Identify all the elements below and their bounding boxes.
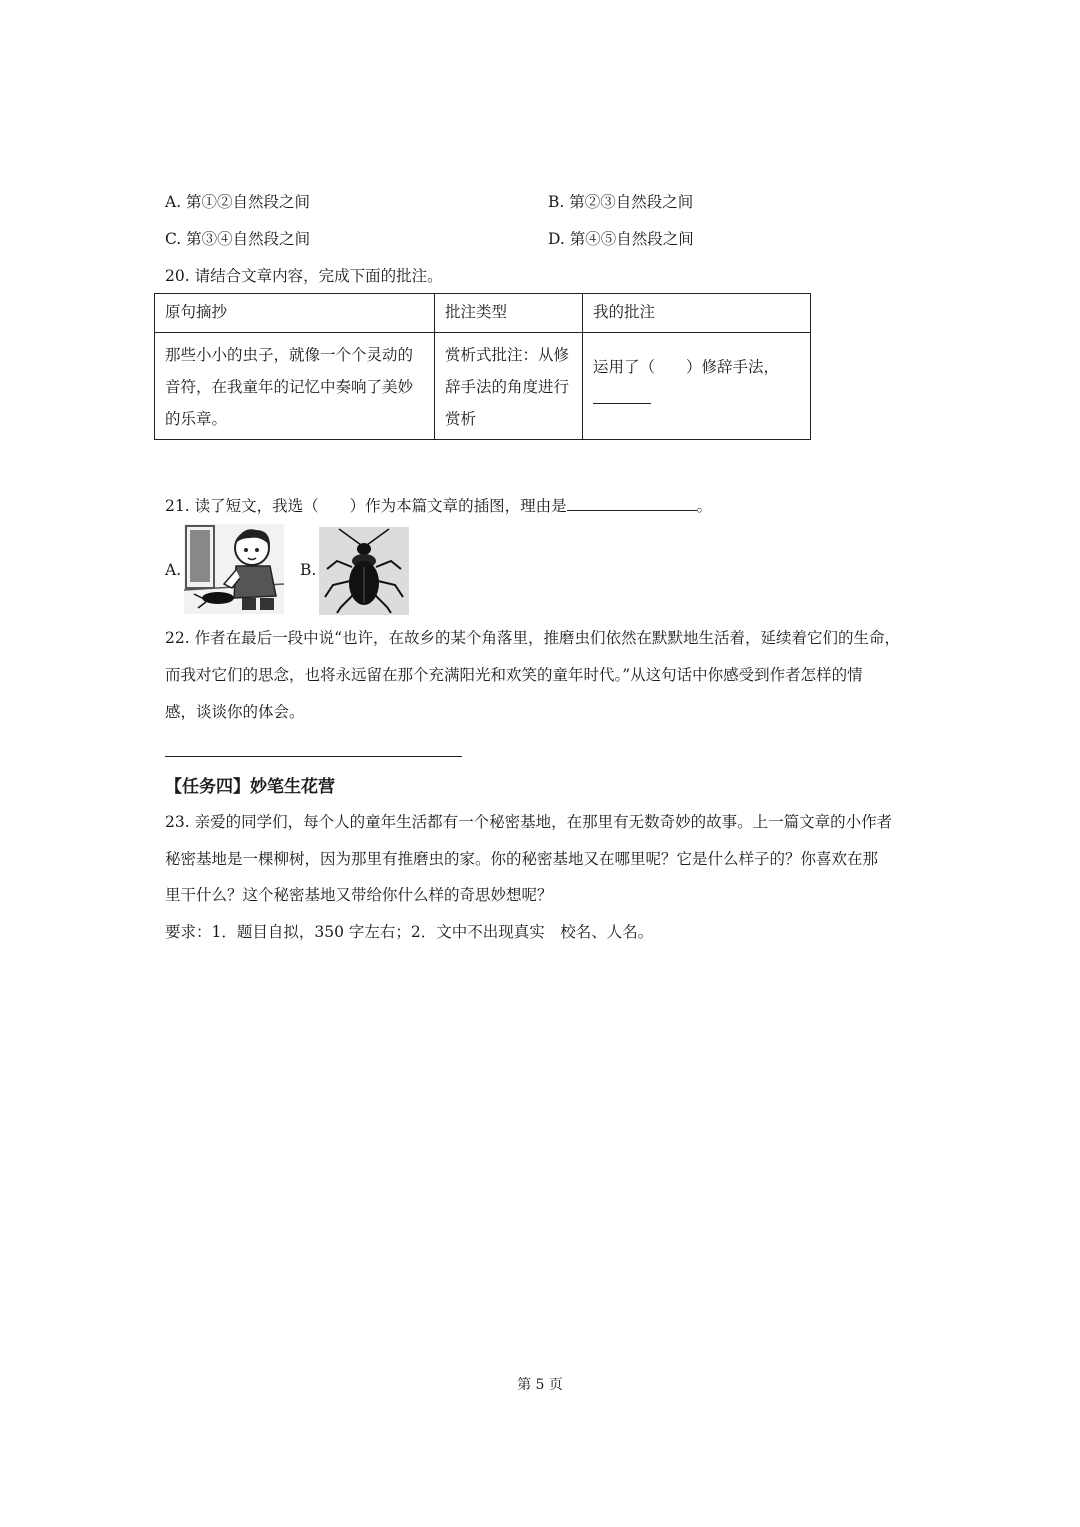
cell-type: 赏析式批注：从修辞手法的角度进行赏析 [435,333,583,440]
question-20-prompt: 20. 请结合文章内容，完成下面的批注。 [165,267,443,285]
option-a: A. 第①②自然段之间 [165,193,311,211]
question-22-line-3: 感，谈谈你的体会。 [165,703,305,721]
table-row [155,333,811,440]
question-22-line-2: 而我对它们的思念，也将永远留在那个充满阳光和欢笑的童年时代。”从这句话中你感受到作者怎样的情 [165,666,863,684]
header-note: 我的批注 [583,294,811,333]
note-blank[interactable] [593,387,651,404]
table-header-row [155,294,811,333]
question-21-end: 。 [696,497,713,515]
question-23-line-2: 秘密基地是一棵柳树，因为那里有推磨虫的家。你的秘密基地又在哪里呢？它是什么样子的？你喜欢在那 [165,850,879,868]
question-23-line-1: 23. 亲爱的同学们，每个人的童年生活都有一个秘密基地，在那里有无数奇妙的故事。上一篇文章的小作者 [165,813,893,831]
annotation-table [154,293,811,440]
option-d: D. 第④⑤自然段之间 [548,230,694,248]
page-number: 第 5 页 [517,1377,563,1393]
question-21-prompt [165,494,712,516]
boy-with-bug-illustration[interactable] [184,524,284,614]
answer-line-22[interactable] [165,756,462,757]
option-c: C. 第③④自然段之间 [165,230,311,248]
image-option-a-label: A. [165,561,182,579]
beetle-illustration[interactable] [319,527,409,615]
cell-excerpt: 那些小小的虫子，就像一个个灵动的音符，在我童年的记忆中奏响了美妙的乐章。 [155,333,435,440]
task-4-title: 【任务四】妙笔生花营 [165,777,335,797]
header-excerpt: 原句摘抄 [155,294,435,333]
cell-note [583,333,811,440]
boy-illustration-icon [184,524,284,614]
option-b: B. 第②③自然段之间 [548,193,694,211]
beetle-icon [319,527,409,615]
header-type: 批注类型 [435,294,583,333]
question-21-text: 21. 读了短文，我选（ ）作为本篇文章的插图，理由是 [165,497,567,515]
question-23-line-3: 里干什么？这个秘密基地又带给你什么样的奇思妙想呢？ [165,886,553,904]
question-23-requirement: 要求：1．题目自拟，350 字左右；2．文中不出现真实 校名、人名。 [165,923,654,941]
question-22-line-1: 22. 作者在最后一段中说“也许，在故乡的某个角落里，推磨虫们依然在默默地生活着，延续着它们的生命， [165,629,901,647]
image-option-b-label: B. [300,561,317,579]
note-text: 运用了（ ）修辞手法， [593,358,780,376]
reason-blank[interactable] [567,494,697,511]
